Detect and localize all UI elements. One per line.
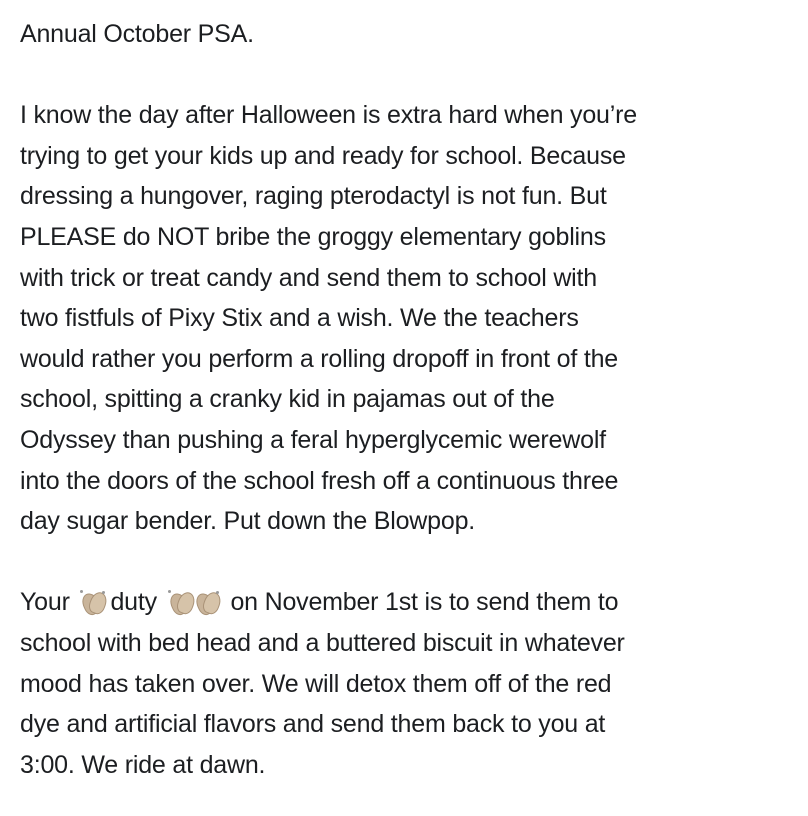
paragraph-2 [20,582,800,785]
paragraph-2-first-line [20,582,800,623]
paragraph-1-line: Odyssey than pushing a feral hyperglycemic werewolf [20,425,606,454]
paragraph-1-line: with trick or treat candy and send them to school with [20,263,597,292]
word-duty: duty [110,588,157,617]
paragraph-1-line: PLEASE do NOT bribe the groggy elementary goblins [20,222,606,251]
first-line-rest: on November 1st is to send them to [230,588,619,617]
word-your: Your [20,588,70,617]
clapping-hands-icon [192,590,222,612]
paragraph-1-line: school, spitting a cranky kid in pajamas out of the [20,385,555,414]
paragraph-2-line: school with bed head and a buttered biscuit in whatever [20,628,625,657]
paragraph-1-line: I know the day after Halloween is extra hard when you’re [20,101,637,130]
paragraph-1-line: dressing a hungover, raging pterodactyl is not fun. But [20,182,607,211]
paragraph-2-line: dye and artificial flavors and send them back to you at [20,710,606,739]
paragraph-1 [20,95,800,542]
paragraph-gap [20,542,800,583]
paragraph-1-line: two fistfuls of Pixy Stix and a wish. We the teachers [20,304,579,333]
paragraph-2-line: 3:00. We ride at dawn. [20,750,266,779]
paragraph-2-line: mood has taken over. We will detox them off of the red [20,669,612,698]
paragraph-1-line: trying to get your kids up and ready for school. Because [20,141,626,170]
clapping-hands-icon [78,590,108,612]
post-title: Annual October PSA. [20,20,254,48]
paragraph-1-line: would rather you perform a rolling dropoff in front of the [20,344,618,373]
paragraph-1-line: day sugar bender. Put down the Blowpop. [20,507,476,536]
post-body [20,14,800,785]
paragraph-gap [20,55,800,96]
paragraph-1-line: into the doors of the school fresh off a continuous three [20,466,619,495]
